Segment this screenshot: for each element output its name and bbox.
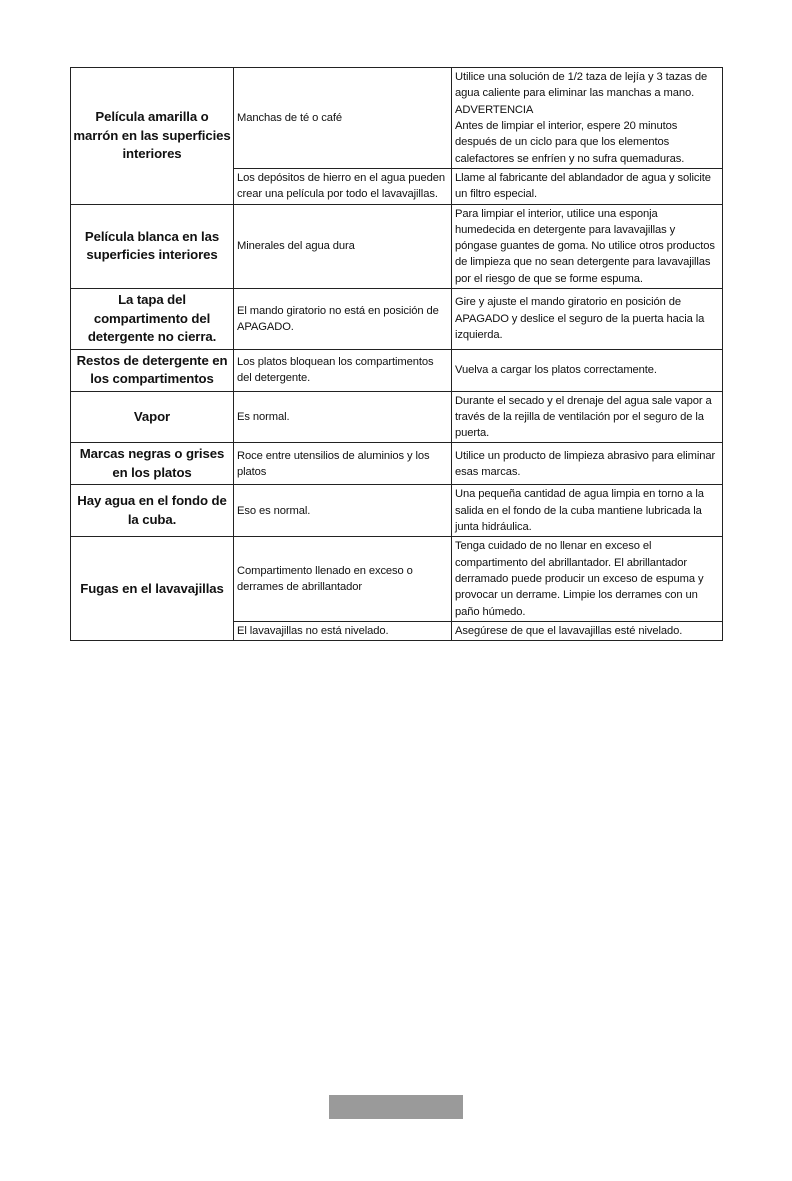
table-row (71, 68, 723, 169)
problem-cell: Marcas negras o grises en los platos (71, 443, 234, 485)
solution-text: Asegúrese de que el lavavajillas esté nivelado. (455, 624, 683, 637)
page-number-tab (329, 1095, 463, 1119)
solution-cell (452, 391, 723, 443)
cause-cell: Los platos bloquean los compartimentos del detergente. (234, 349, 452, 391)
solution-cell (452, 204, 723, 288)
cause-cell: Los depósitos de hierro en el agua pueden crear una película por todo el lavavajillas. (234, 169, 452, 205)
table-row (71, 391, 723, 443)
solution-text: Vuelva a cargar los platos correctamente. (455, 363, 657, 376)
table-row (71, 485, 723, 537)
cause-cell: Es normal. (234, 391, 452, 443)
problem-cell: Restos de detergente en los compartimentos (71, 349, 234, 391)
solution-cell (452, 485, 723, 537)
cause-cell: El lavavajillas no está nivelado. (234, 621, 452, 640)
solution-text: Durante el secado y el drenaje del agua sale vapor a través de la rejilla de ventilación por el seguro de la puerta. (455, 394, 712, 440)
problem-cell: Vapor (71, 391, 234, 443)
solution-text: Utilice una solución de 1/2 taza de lejía y 3 tazas de agua caliente para eliminar las manchas a mano. (455, 71, 708, 100)
cause-cell: Minerales del agua dura (234, 204, 452, 288)
solution-cell (452, 349, 723, 391)
problem-cell: La tapa del compartimento del detergente no cierra. (71, 289, 234, 350)
solution-cell (452, 68, 723, 169)
cause-cell: Eso es normal. (234, 485, 452, 537)
solution-cell (452, 443, 723, 485)
table-row (71, 349, 723, 391)
solution-text: ADVERTENCIA (455, 103, 534, 116)
troubleshooting-table (70, 67, 723, 641)
solution-text: Utilice un producto de limpieza abrasivo para eliminar esas marcas. (455, 449, 716, 478)
solution-text: Para limpiar el interior, utilice una esponja humedecida en detergente para lavavajillas y póngase guantes de goma. No utilice otros productos de limpieza que no sean detergente para lavavajillas por el riesgo de que se forme espuma. (455, 207, 715, 285)
cause-cell: Roce entre utensilios de aluminios y los platos (234, 443, 452, 485)
cause-cell: Compartimento llenado en exceso o derrames de abrillantador (234, 537, 452, 621)
table-row (71, 537, 723, 621)
problem-cell: Película blanca en las superficies interiores (71, 204, 234, 288)
solution-cell (452, 289, 723, 350)
solution-cell (452, 537, 723, 621)
troubleshooting-table-body (71, 68, 723, 641)
solution-text: Llame al fabricante del ablandador de agua y solicite un filtro especial. (455, 172, 711, 201)
problem-cell: Fugas en el lavavajillas (71, 537, 234, 641)
problem-cell: Hay agua en el fondo de la cuba. (71, 485, 234, 537)
cause-cell: El mando giratorio no está en posición de APAGADO. (234, 289, 452, 350)
solution-text: Tenga cuidado de no llenar en exceso el compartimento del abrillantador. El abrillantador derramado puede producir un exceso de espuma y provocar un derrame. Limpie los derrames con un paño húmedo. (455, 540, 704, 618)
solution-text: Gire y ajuste el mando giratorio en posición de APAGADO y deslice el seguro de la puerta hacia la izquierda. (455, 296, 705, 341)
table-row (71, 204, 723, 288)
solution-text: Una pequeña cantidad de agua limpia en torno a la salida en el fondo de la cuba mantiene lubricada la junta hidráulica. (455, 488, 704, 534)
table-row (71, 443, 723, 485)
solution-cell (452, 621, 723, 640)
cause-cell: Manchas de té o café (234, 68, 452, 169)
table-row (71, 289, 723, 350)
solution-cell (452, 169, 723, 205)
solution-text: Antes de limpiar el interior, espere 20 minutos después de un ciclo para que los elementos calefactores se enfríen y no sufra quemaduras. (455, 120, 685, 165)
problem-cell: Película amarilla o marrón en las superficies interiores (71, 68, 234, 205)
